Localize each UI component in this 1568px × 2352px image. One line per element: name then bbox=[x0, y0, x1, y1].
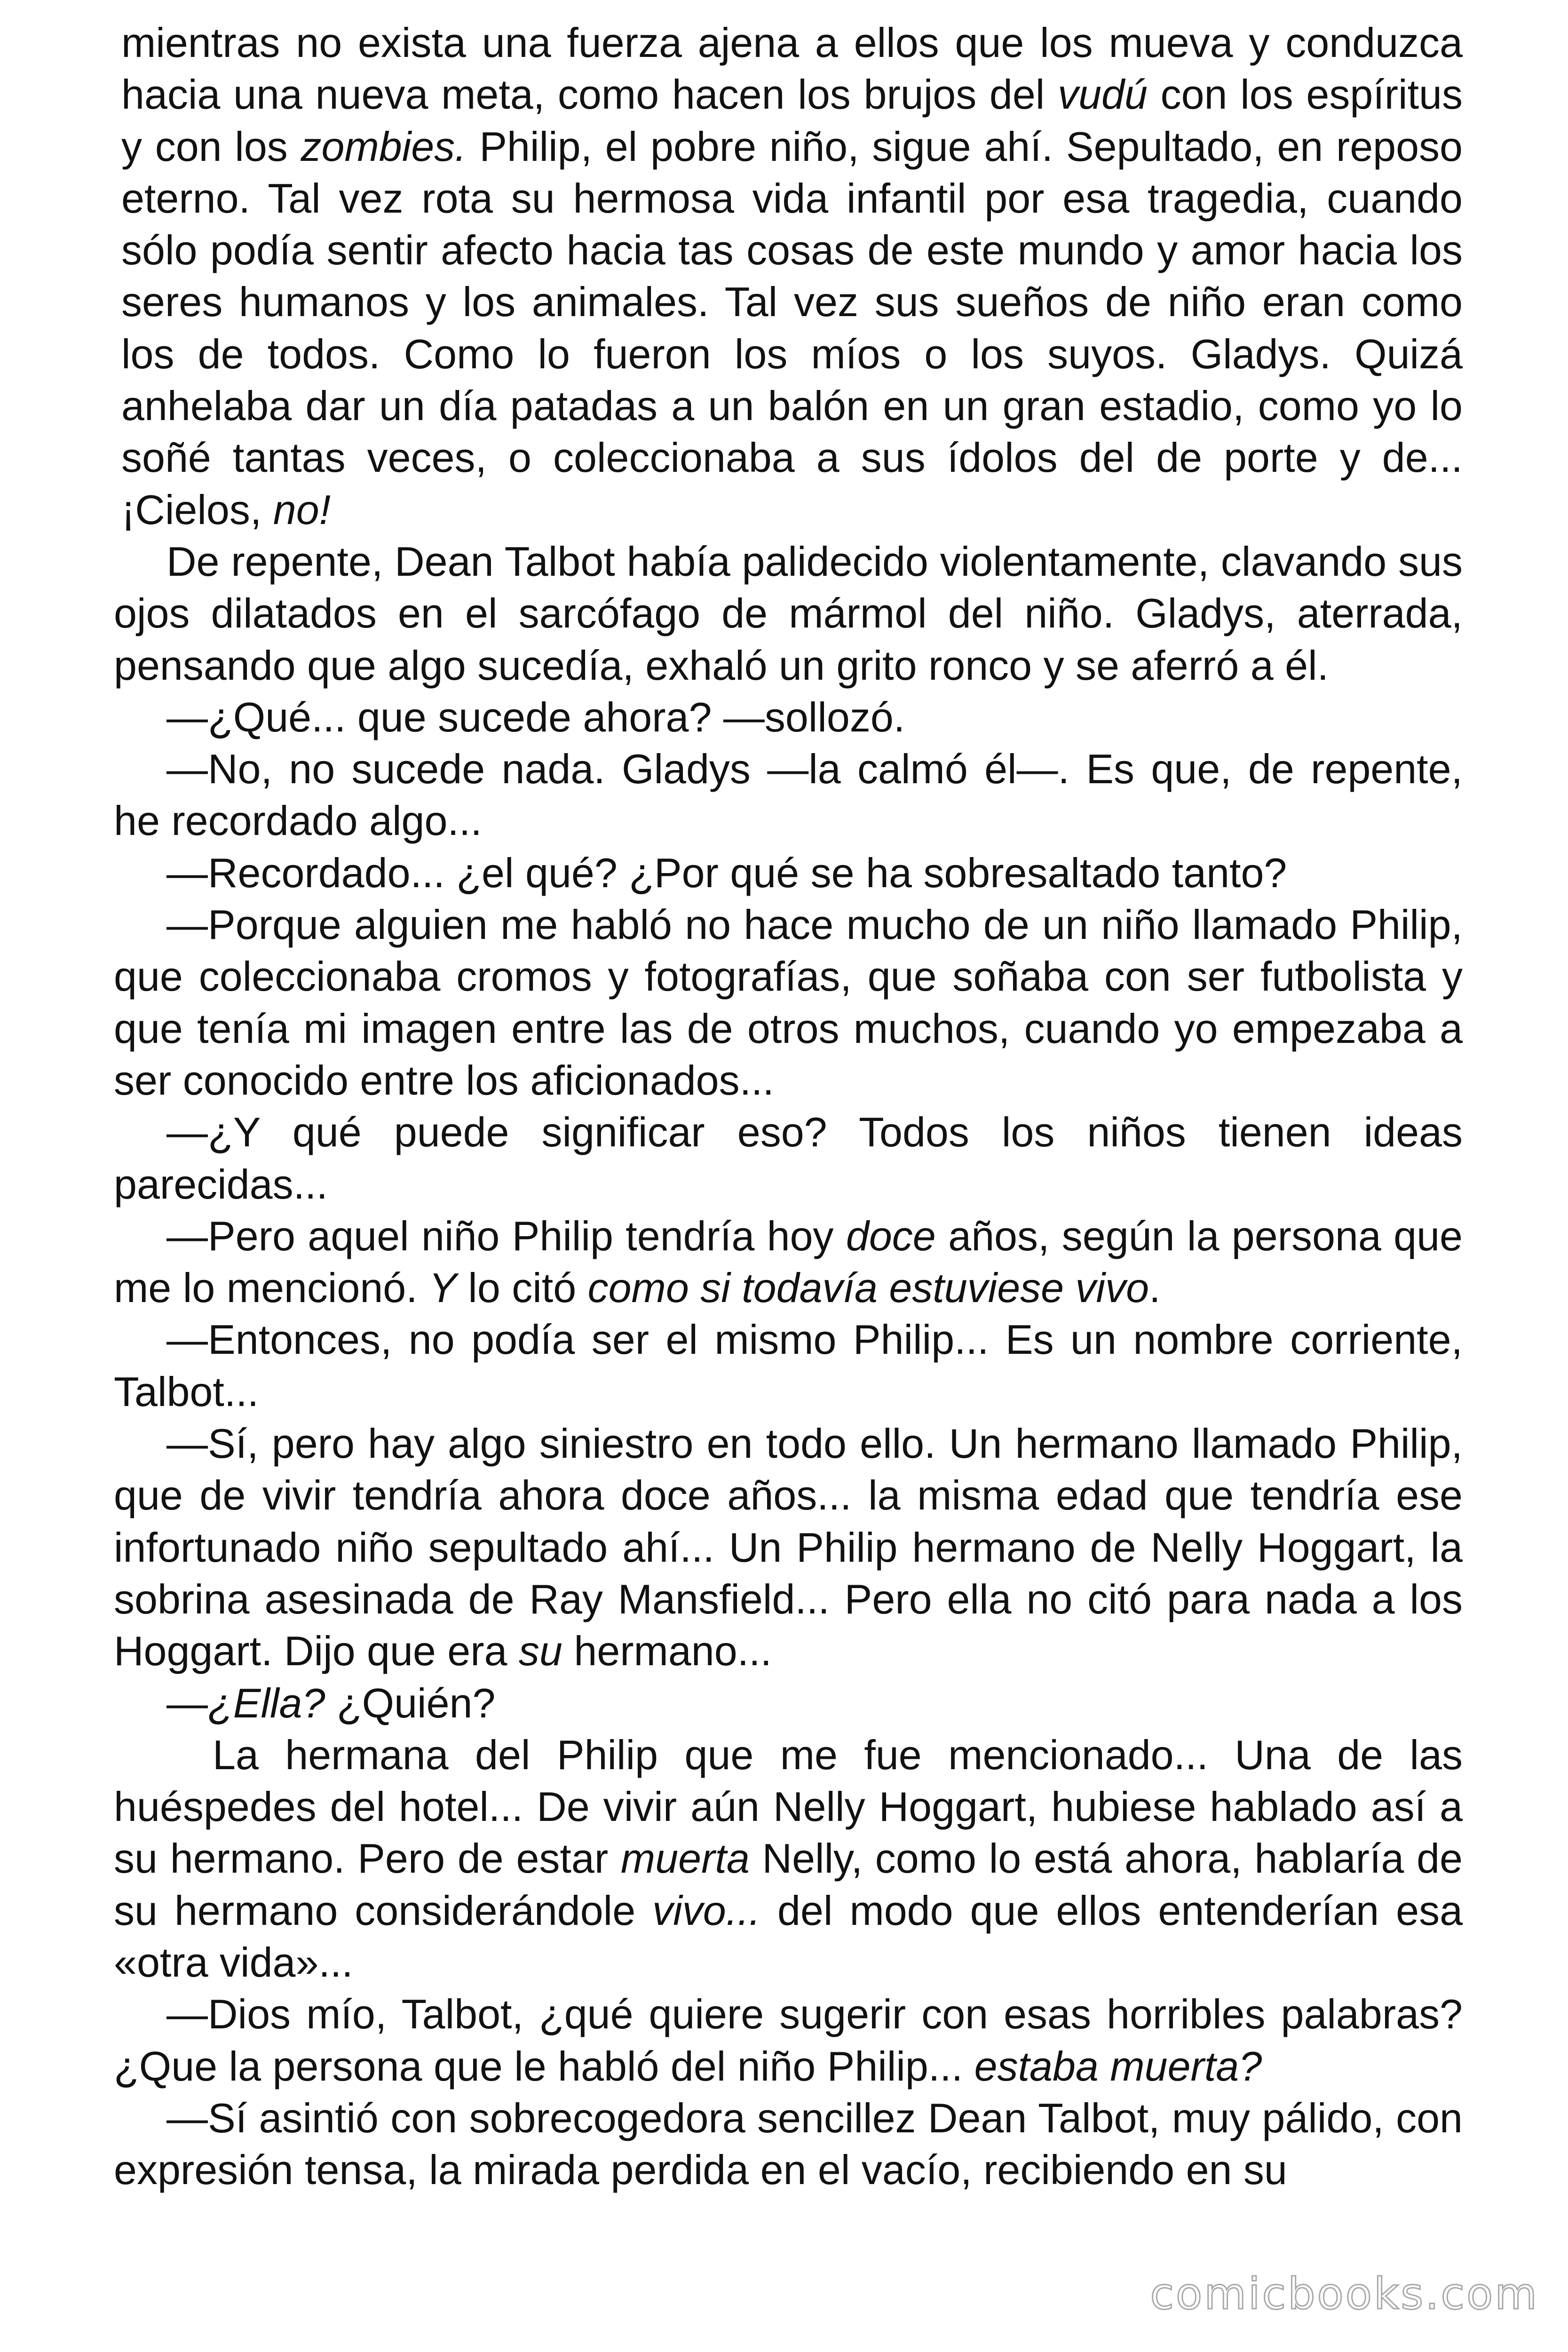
text-run: con los espíritus y con los bbox=[121, 71, 1463, 170]
italic-run: ¿Ella? bbox=[208, 1679, 325, 1726]
text-run: del modo que ellos entenderían esa «otra vida»... bbox=[114, 1887, 1463, 1986]
text-run: —Pero aquel niño Philip tendría hoy bbox=[166, 1212, 846, 1259]
text-run: La hermana del Philip que me fue mencionado... Una de las huéspedes del hotel... De vivir aún Nelly Hoggart, hubiese hablado así a su hermano. Pero de estar bbox=[114, 1731, 1463, 1882]
watermark: comicbooks.com bbox=[1150, 2269, 1539, 2319]
text-run: —Recordado... ¿el qué? ¿Por qué se ha sobresaltado tanto? bbox=[166, 849, 1287, 896]
italic-run: doce bbox=[846, 1212, 936, 1259]
italic-run: vivo... bbox=[652, 1887, 760, 1934]
text-run: años, según la persona que me lo mencionó. bbox=[114, 1212, 1463, 1311]
text-run: —Sí, pero hay algo siniestro en todo ello. Un hermano llamado Philip, que de vivir tendría ahora doce años... la misma edad que tendría ese infortunado niño sepultado ahí... Un Philip hermano de Nelly Hoggart, la sobrina asesinada de Ray Mansfield... Pero ella no citó para nada a los Hoggart. Dijo que era bbox=[114, 1420, 1463, 1675]
text-run: De repente, Dean Talbot había palidecido violentamente, clavando sus ojos dilatados en el sarcófago de mármol del niño. Gladys, aterrada, pensando que algo sucedía, exhaló un grito ronco y se aferró a él. bbox=[114, 538, 1463, 689]
italic-run: muerta bbox=[620, 1835, 750, 1882]
italic-run: zombies. bbox=[301, 123, 467, 170]
paragraph-14 bbox=[114, 2092, 1463, 2196]
body-text bbox=[114, 17, 1463, 2196]
paragraph-9 bbox=[114, 1314, 1463, 1418]
paragraph-1 bbox=[114, 17, 1463, 536]
text-run: — bbox=[166, 1679, 208, 1726]
italic-run: no! bbox=[273, 486, 331, 533]
paragraph-12 bbox=[114, 1729, 1463, 1988]
text-run: —¿Y qué puede significar eso? Todos los niños tienen ideas parecidas... bbox=[114, 1109, 1463, 1208]
text-run: mientras no exista una fuerza ajena a ellos que los mueva y conduzca hacia una nueva meta, como hacen los brujos del bbox=[121, 19, 1463, 118]
text-run: ¿Quién? bbox=[325, 1679, 496, 1726]
text-run: lo citó bbox=[456, 1264, 588, 1311]
paragraph-8 bbox=[114, 1210, 1463, 1314]
text-run: —Entonces, no podía ser el mismo Philip... Es un nombre corriente, Talbot... bbox=[114, 1316, 1463, 1415]
italic-run: Y bbox=[429, 1264, 457, 1311]
paragraph-13 bbox=[114, 1988, 1463, 2092]
paragraph-3 bbox=[114, 691, 1463, 743]
paragraph-2 bbox=[114, 536, 1463, 691]
text-run: Nelly, como lo está ahora, hablaría de su hermano considerándole bbox=[114, 1835, 1463, 1934]
text-run: Philip, el pobre niño, sigue ahí. Sepultado, en reposo eterno. Tal vez rota su hermosa vida infantil por esa tragedia, cuando sólo podía sentir afecto hacia tas cosas de este mundo y amor hacia los seres humanos y los animales. Tal vez sus sueños de niño eran como los de todos. Como lo fueron los míos o los suyos. Gladys. Quizá anhelaba dar un día patadas a un balón en un gran estadio, como yo lo soñé tantas veces, o coleccionaba a sus ídolos del de porte y de... ¡Cielos, bbox=[121, 123, 1463, 533]
text-run: . bbox=[1149, 1264, 1161, 1311]
italic-run: como si todavía estuviese vivo bbox=[587, 1264, 1149, 1311]
paragraph-10 bbox=[114, 1418, 1463, 1677]
text-run: —¿Qué... que sucede ahora? —sollozó. bbox=[166, 693, 905, 740]
paragraph-7 bbox=[114, 1106, 1463, 1210]
paragraph-11 bbox=[114, 1677, 1463, 1729]
italic-run: vudú bbox=[1058, 71, 1148, 118]
paragraph-6 bbox=[114, 899, 1463, 1106]
paragraph-5 bbox=[114, 847, 1463, 899]
paragraph-4 bbox=[114, 743, 1463, 847]
italic-run: su bbox=[518, 1628, 562, 1675]
text-run: —No, no sucede nada. Gladys —la calmó él—. Es que, de repente, he recordado algo... bbox=[114, 746, 1463, 844]
text-run: —Dios mío, Talbot, ¿qué quiere sugerir con esas horribles palabras? ¿Que la persona que le habló del niño Philip... bbox=[114, 1991, 1463, 2090]
text-run: —Porque alguien me habló no hace mucho de un niño llamado Philip, que coleccionaba cromos y fotografías, que soñaba con ser futbolista y que tenía mi imagen entre las de otros muchos, cuando yo empezaba a ser conocido entre los aficionados... bbox=[114, 901, 1463, 1104]
text-run: —Sí asintió con sobrecogedora sencillez Dean Talbot, muy pálido, con expresión tensa, la mirada perdida en el vacío, recibiendo en su bbox=[114, 2094, 1463, 2193]
italic-run: estaba muerta? bbox=[974, 2042, 1262, 2090]
text-run: hermano... bbox=[562, 1628, 772, 1675]
